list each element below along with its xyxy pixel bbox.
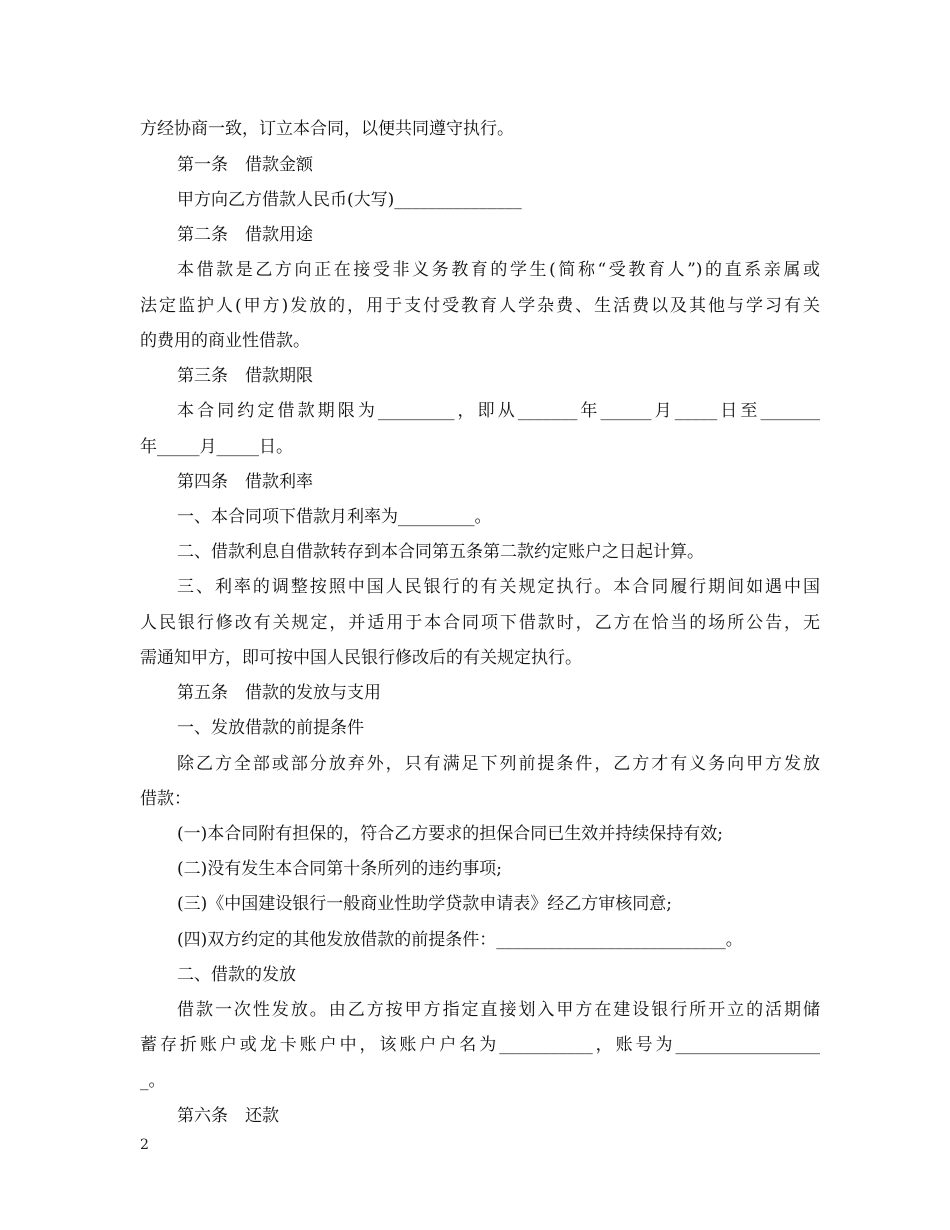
- article-2-heading: 第二条 借款用途: [177, 225, 313, 245]
- page-number: 2: [140, 1137, 149, 1153]
- text-line-1: 方经协商一致，订立本合同，以便共同遵守执行。: [140, 119, 514, 139]
- text-line-22: (二)没有发生本合同第十条所列的违约事项;: [177, 859, 502, 879]
- text-line-5: 本借款是乙方向正在接受非义务教育的学生(简称“受教育人”)的直系亲属或: [177, 260, 820, 280]
- text-line-16: 需通知甲方，即可按中国人民银行修改后的有关规定执行。: [140, 648, 582, 668]
- text-line-24: (四)双方约定的其他发放借款的前提条件：___________________________。: [177, 930, 743, 950]
- text-line-23: (三)《中国建设银行一般商业性助学贷款申请表》经乙方审核同意;: [177, 894, 672, 914]
- text-line-6: 法定监护人(甲方)发放的，用于支付受教育人学杂费、生活费以及其他与学习有关: [140, 296, 820, 316]
- text-line-25: 二、借款的发放: [177, 965, 296, 985]
- text-line-7: 的费用的商业性借款。: [140, 331, 310, 351]
- text-line-3: 甲方向乙方借款人民币(大写)_______________: [177, 190, 522, 210]
- text-line-21: (一)本合同附有担保的，符合乙方要求的担保合同已生效并持续保持有效;: [177, 824, 723, 844]
- text-line-27: 蓄存折账户或龙卡账户中，该账户户名为___________，账号为_________________: [140, 1035, 820, 1055]
- article-3-heading: 第三条 借款期限: [177, 366, 313, 386]
- article-6-heading: 第六条 还款: [177, 1106, 279, 1126]
- text-line-12: 一、本合同项下借款月利率为_________。: [177, 507, 492, 527]
- text-line-26: 借款一次性发放。由乙方按甲方指定直接划入甲方在建设银行所开立的活期储: [177, 1000, 820, 1020]
- text-line-9: 本合同约定借款期限为_________，即从_______年______月_____日至_______: [177, 401, 820, 421]
- text-line-14: 三、利率的调整按照中国人民银行的有关规定执行。本合同履行期间如遇中国: [177, 577, 820, 597]
- text-line-19: 除乙方全部或部分放弃外，只有满足下列前提条件，乙方才有义务向甲方发放: [177, 754, 820, 774]
- text-line-28: _。: [140, 1071, 166, 1091]
- article-4-heading: 第四条 借款利率: [177, 472, 313, 492]
- text-line-13: 二、借款利息自借款转存到本合同第五条第二款约定账户之日起计算。: [177, 542, 704, 562]
- article-5-heading: 第五条 借款的发放与支用: [177, 683, 381, 703]
- text-line-15: 人民银行修改有关规定，并适用于本合同项下借款时，乙方在恰当的场所公告，无: [140, 613, 820, 633]
- text-line-18: 一、发放借款的前提条件: [177, 718, 364, 738]
- text-line-20: 借款：: [140, 789, 191, 809]
- text-line-10: 年_____月_____日。: [140, 437, 293, 457]
- article-1-heading: 第一条 借款金额: [177, 155, 313, 175]
